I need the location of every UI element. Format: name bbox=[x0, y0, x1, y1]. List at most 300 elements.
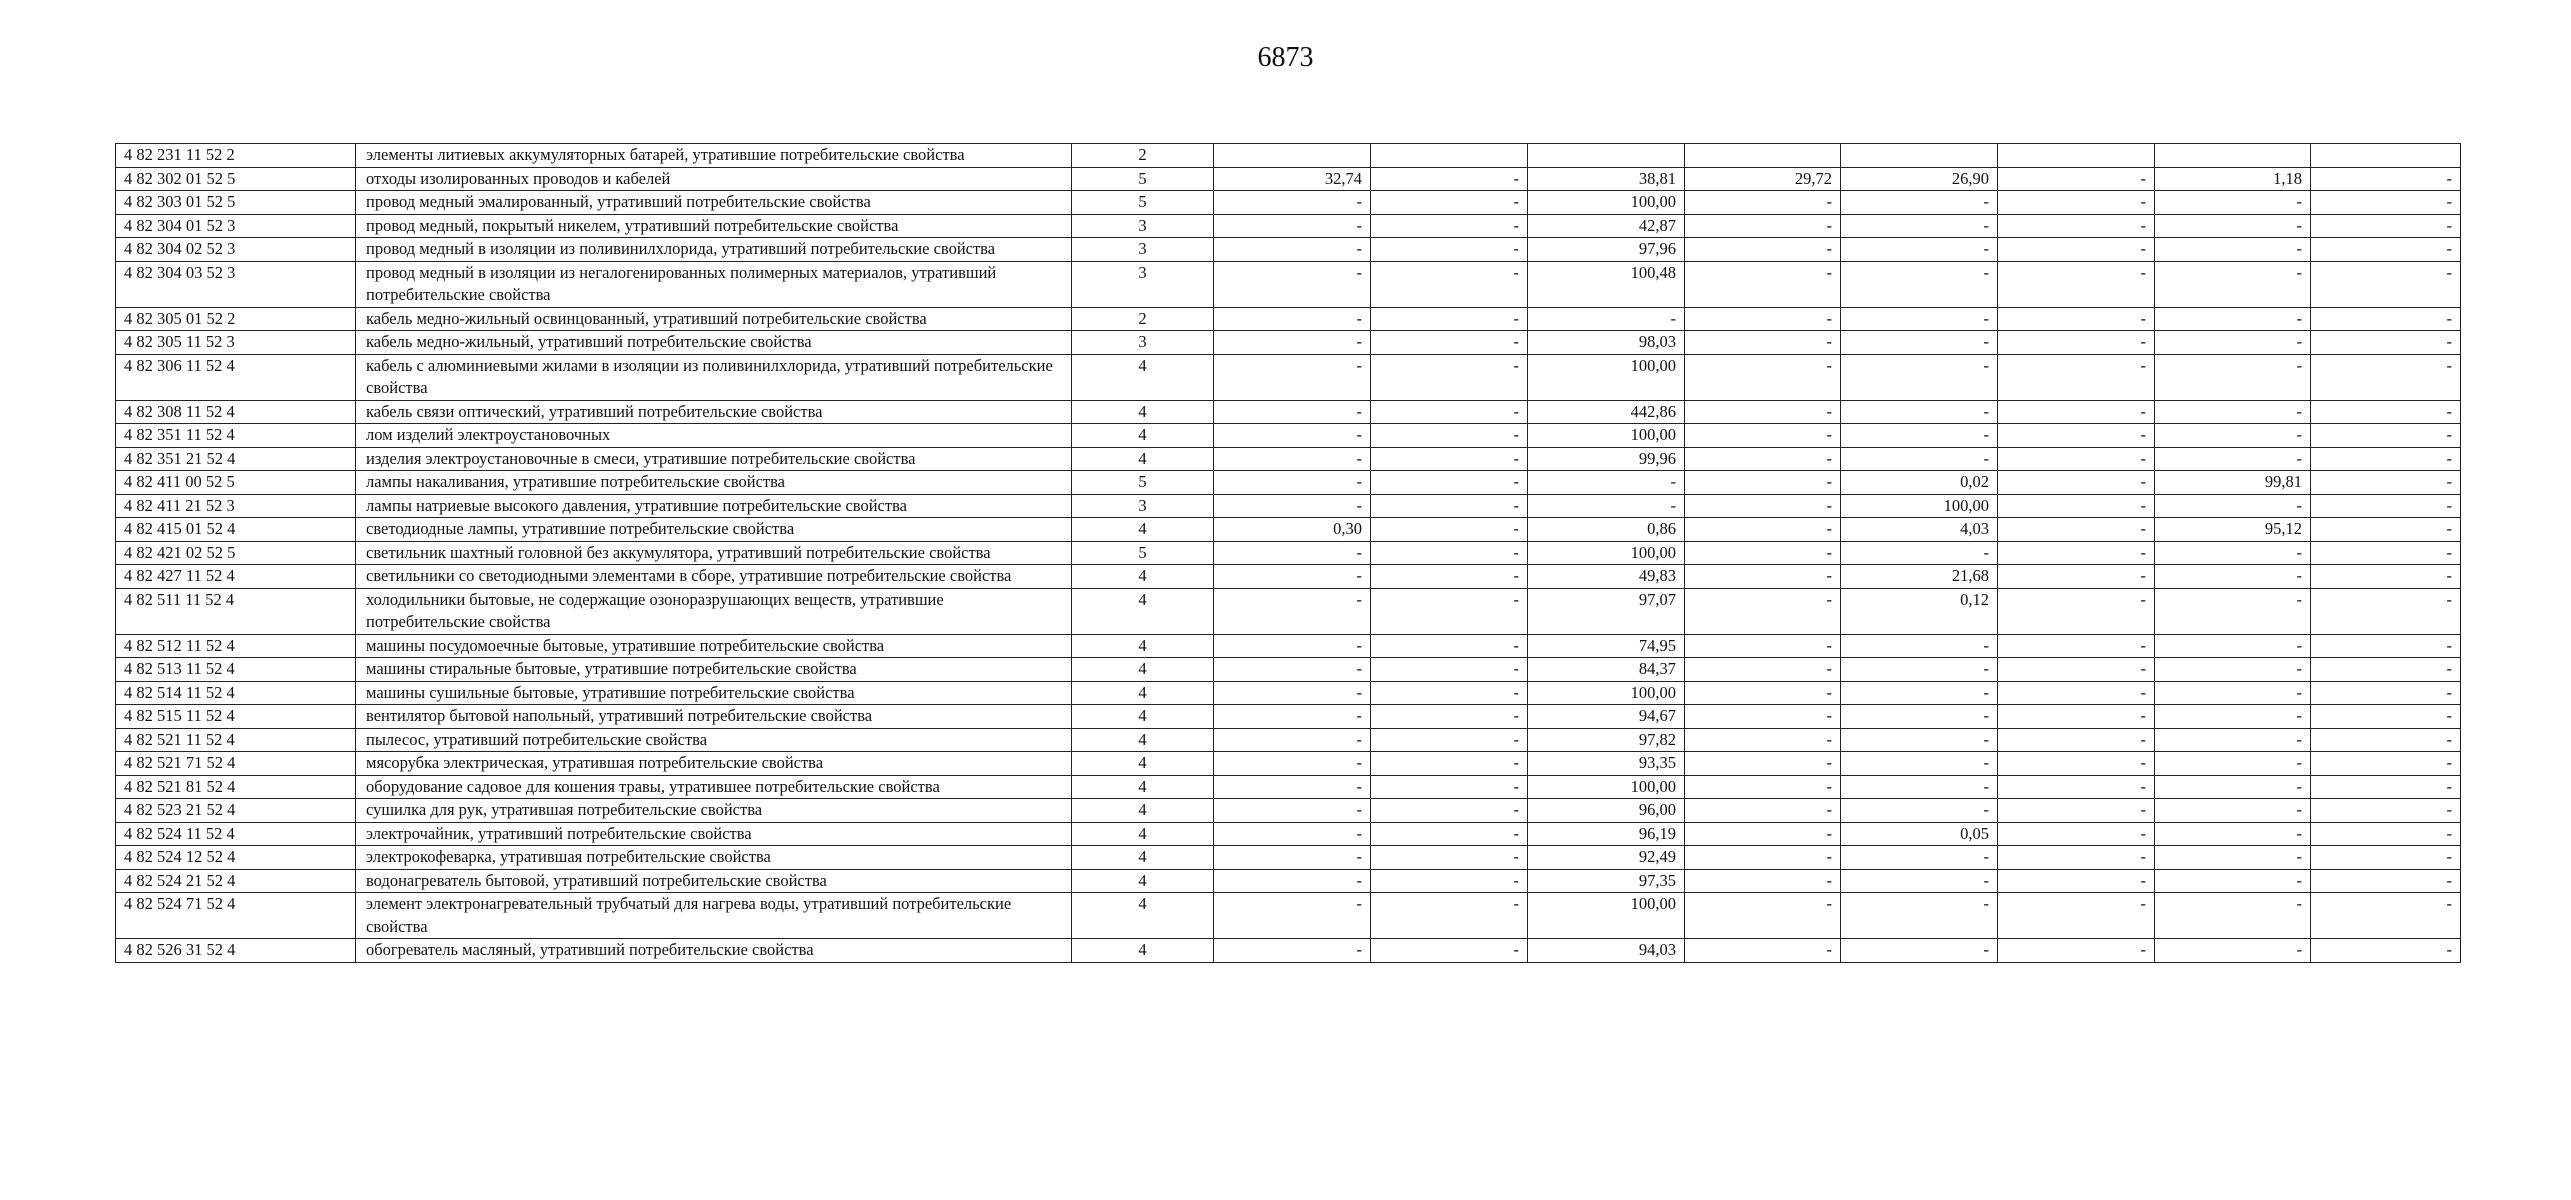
hazard-class-cell: 5 bbox=[1072, 191, 1214, 215]
component-value-cell: 96,19 bbox=[1528, 822, 1685, 846]
component-value-cell: - bbox=[2155, 400, 2311, 424]
waste-name-cell: электрокофеварка, утратившая потребительские свойства bbox=[356, 846, 1072, 870]
component-value-cell: - bbox=[1841, 728, 1998, 752]
component-value-cell: - bbox=[1998, 238, 2155, 262]
component-value-cell: - bbox=[1371, 541, 1528, 565]
component-value-cell: - bbox=[1998, 846, 2155, 870]
component-value-cell: - bbox=[1214, 191, 1371, 215]
component-value-cell: - bbox=[1214, 846, 1371, 870]
component-value-cell: - bbox=[1841, 307, 1998, 331]
component-value-cell: - bbox=[2311, 681, 2461, 705]
waste-name-cell: оборудование садовое для кошения травы, утратившее потребительские свойства bbox=[356, 775, 1072, 799]
component-value-cell: - bbox=[1371, 705, 1528, 729]
hazard-class-cell: 5 bbox=[1072, 167, 1214, 191]
component-value-cell: - bbox=[2311, 424, 2461, 448]
component-value-cell: - bbox=[2311, 705, 2461, 729]
component-value-cell: 0,86 bbox=[1528, 518, 1685, 542]
waste-name-cell: кабель связи оптический, утративший потребительские свойства bbox=[356, 400, 1072, 424]
table-row bbox=[116, 400, 2461, 424]
component-value-cell: - bbox=[1998, 447, 2155, 471]
component-value-cell: 0,02 bbox=[1841, 471, 1998, 495]
hazard-class-cell: 4 bbox=[1072, 775, 1214, 799]
component-value-cell: - bbox=[1998, 541, 2155, 565]
hazard-class-cell: 4 bbox=[1072, 893, 1214, 939]
hazard-class-cell: 4 bbox=[1072, 518, 1214, 542]
component-value-cell: - bbox=[1841, 634, 1998, 658]
component-value-cell: - bbox=[1371, 354, 1528, 400]
component-value-cell: 93,35 bbox=[1528, 752, 1685, 776]
waste-code-cell: 4 82 304 01 52 3 bbox=[116, 214, 356, 238]
hazard-class-cell: 3 bbox=[1072, 238, 1214, 262]
component-value-cell: 0,05 bbox=[1841, 822, 1998, 846]
hazard-class-cell: 3 bbox=[1072, 214, 1214, 238]
component-value-cell: 38,81 bbox=[1528, 167, 1685, 191]
component-value-cell bbox=[2311, 144, 2461, 168]
table-row bbox=[116, 799, 2461, 823]
component-value-cell: - bbox=[2311, 447, 2461, 471]
component-value-cell: - bbox=[1685, 822, 1841, 846]
component-value-cell: - bbox=[2311, 775, 2461, 799]
component-value-cell: - bbox=[1214, 541, 1371, 565]
component-value-cell: - bbox=[1371, 799, 1528, 823]
component-value-cell: - bbox=[2311, 752, 2461, 776]
component-value-cell: - bbox=[1371, 331, 1528, 355]
component-value-cell: - bbox=[1685, 238, 1841, 262]
component-value-cell: - bbox=[1371, 869, 1528, 893]
component-value-cell: - bbox=[2311, 634, 2461, 658]
component-value-cell: - bbox=[2155, 799, 2311, 823]
component-value-cell: 29,72 bbox=[1685, 167, 1841, 191]
table-row bbox=[116, 238, 2461, 262]
waste-name-cell: вентилятор бытовой напольный, утративший потребительские свойства bbox=[356, 705, 1072, 729]
table-body bbox=[116, 144, 2461, 963]
waste-name-cell: электрочайник, утративший потребительские свойства bbox=[356, 822, 1072, 846]
component-value-cell: - bbox=[2311, 822, 2461, 846]
hazard-class-cell: 4 bbox=[1072, 400, 1214, 424]
hazard-class-cell: 4 bbox=[1072, 799, 1214, 823]
component-value-cell: 0,12 bbox=[1841, 588, 1998, 634]
waste-code-cell: 4 82 231 11 52 2 bbox=[116, 144, 356, 168]
waste-name-cell: машины посудомоечные бытовые, утратившие потребительские свойства bbox=[356, 634, 1072, 658]
component-value-cell: - bbox=[1998, 939, 2155, 963]
component-value-cell: - bbox=[1841, 869, 1998, 893]
component-value-cell: - bbox=[1841, 799, 1998, 823]
component-value-cell: - bbox=[1214, 471, 1371, 495]
table-row bbox=[116, 588, 2461, 634]
component-value-cell: 100,00 bbox=[1528, 893, 1685, 939]
waste-name-cell: кабель медно-жильный, утративший потребительские свойства bbox=[356, 331, 1072, 355]
waste-name-cell: лампы накаливания, утратившие потребительские свойства bbox=[356, 471, 1072, 495]
component-value-cell: 100,00 bbox=[1528, 541, 1685, 565]
component-value-cell: - bbox=[2155, 752, 2311, 776]
component-value-cell: - bbox=[2155, 307, 2311, 331]
component-value-cell: 92,49 bbox=[1528, 846, 1685, 870]
waste-name-cell: кабель медно-жильный освинцованный, утративший потребительские свойства bbox=[356, 307, 1072, 331]
component-value-cell: - bbox=[1214, 214, 1371, 238]
table-row bbox=[116, 471, 2461, 495]
hazard-class-cell: 3 bbox=[1072, 494, 1214, 518]
component-value-cell: - bbox=[2311, 471, 2461, 495]
component-value-cell: - bbox=[2311, 167, 2461, 191]
table-row bbox=[116, 331, 2461, 355]
component-value-cell: - bbox=[1371, 471, 1528, 495]
component-value-cell: - bbox=[2311, 354, 2461, 400]
component-value-cell: - bbox=[1685, 214, 1841, 238]
component-value-cell: - bbox=[2155, 681, 2311, 705]
component-value-cell: - bbox=[1685, 681, 1841, 705]
component-value-cell: 94,67 bbox=[1528, 705, 1685, 729]
component-value-cell: - bbox=[2155, 191, 2311, 215]
component-value-cell: - bbox=[1214, 681, 1371, 705]
component-value-cell: - bbox=[2311, 238, 2461, 262]
component-value-cell: - bbox=[1371, 658, 1528, 682]
component-value-cell: - bbox=[1841, 400, 1998, 424]
component-value-cell: - bbox=[1214, 775, 1371, 799]
waste-name-cell: пылесос, утративший потребительские свойства bbox=[356, 728, 1072, 752]
waste-code-cell: 4 82 305 11 52 3 bbox=[116, 331, 356, 355]
component-value-cell: - bbox=[1685, 471, 1841, 495]
component-value-cell: - bbox=[1685, 869, 1841, 893]
component-value-cell: - bbox=[1841, 752, 1998, 776]
component-value-cell: 97,07 bbox=[1528, 588, 1685, 634]
component-value-cell: - bbox=[1371, 191, 1528, 215]
table-row bbox=[116, 144, 2461, 168]
component-value-cell: - bbox=[1371, 893, 1528, 939]
component-value-cell: - bbox=[2311, 307, 2461, 331]
waste-code-cell: 4 82 306 11 52 4 bbox=[116, 354, 356, 400]
component-value-cell: - bbox=[1685, 565, 1841, 589]
component-value-cell: - bbox=[1998, 565, 2155, 589]
component-value-cell: - bbox=[1685, 775, 1841, 799]
component-value-cell: - bbox=[1998, 494, 2155, 518]
component-value-cell: 100,00 bbox=[1528, 191, 1685, 215]
hazard-class-cell: 4 bbox=[1072, 822, 1214, 846]
component-value-cell: - bbox=[1371, 728, 1528, 752]
component-value-cell: 100,00 bbox=[1528, 681, 1685, 705]
component-value-cell: - bbox=[1998, 424, 2155, 448]
component-value-cell: - bbox=[1685, 424, 1841, 448]
waste-name-cell: элементы литиевых аккумуляторных батарей, утратившие потребительские свойства bbox=[356, 144, 1072, 168]
component-value-cell: - bbox=[1214, 400, 1371, 424]
component-value-cell: - bbox=[1214, 752, 1371, 776]
component-value-cell: 97,96 bbox=[1528, 238, 1685, 262]
component-value-cell: - bbox=[1371, 634, 1528, 658]
component-value-cell: - bbox=[1371, 307, 1528, 331]
component-value-cell: - bbox=[1214, 238, 1371, 262]
component-value-cell: - bbox=[1371, 261, 1528, 307]
component-value-cell: - bbox=[1371, 822, 1528, 846]
component-value-cell: - bbox=[2155, 424, 2311, 448]
page-number: 6873 bbox=[1257, 42, 1314, 73]
waste-name-cell: лампы натриевые высокого давления, утратившие потребительские свойства bbox=[356, 494, 1072, 518]
table-row bbox=[116, 261, 2461, 307]
component-value-cell: - bbox=[2155, 331, 2311, 355]
component-value-cell: - bbox=[2155, 822, 2311, 846]
table-row bbox=[116, 939, 2461, 963]
component-value-cell: - bbox=[1998, 728, 2155, 752]
component-value-cell: - bbox=[1998, 214, 2155, 238]
component-value-cell: - bbox=[2155, 447, 2311, 471]
component-value-cell bbox=[1998, 144, 2155, 168]
waste-name-cell: светодиодные лампы, утратившие потребительские свойства bbox=[356, 518, 1072, 542]
component-value-cell: - bbox=[1841, 541, 1998, 565]
component-value-cell: - bbox=[1214, 822, 1371, 846]
component-value-cell: - bbox=[1371, 167, 1528, 191]
component-value-cell: - bbox=[1998, 681, 2155, 705]
component-value-cell: - bbox=[1998, 634, 2155, 658]
waste-name-cell: изделия электроустановочные в смеси, утратившие потребительские свойства bbox=[356, 447, 1072, 471]
component-value-cell: - bbox=[1371, 588, 1528, 634]
component-value-cell: - bbox=[1685, 518, 1841, 542]
waste-name-cell: элемент электронагревательный трубчатый для нагрева воды, утративший потребительские свойства bbox=[356, 893, 1072, 939]
component-value-cell: - bbox=[2155, 775, 2311, 799]
component-value-cell: - bbox=[1841, 238, 1998, 262]
component-value-cell: - bbox=[2155, 939, 2311, 963]
component-value-cell bbox=[1528, 144, 1685, 168]
component-value-cell: - bbox=[2311, 400, 2461, 424]
component-value-cell: 84,37 bbox=[1528, 658, 1685, 682]
component-value-cell: - bbox=[2311, 518, 2461, 542]
waste-code-cell: 4 82 415 01 52 4 bbox=[116, 518, 356, 542]
waste-name-cell: отходы изолированных проводов и кабелей bbox=[356, 167, 1072, 191]
component-value-cell: - bbox=[1214, 331, 1371, 355]
component-value-cell: 1,18 bbox=[2155, 167, 2311, 191]
component-value-cell: - bbox=[1998, 400, 2155, 424]
component-value-cell: - bbox=[2155, 893, 2311, 939]
component-value-cell bbox=[1371, 144, 1528, 168]
hazard-class-cell: 2 bbox=[1072, 144, 1214, 168]
component-value-cell: - bbox=[1371, 518, 1528, 542]
component-value-cell: - bbox=[1685, 846, 1841, 870]
waste-name-cell: сушилка для рук, утратившая потребительские свойства bbox=[356, 799, 1072, 823]
hazard-class-cell: 4 bbox=[1072, 681, 1214, 705]
component-value-cell: - bbox=[1841, 705, 1998, 729]
waste-code-cell: 4 82 304 02 52 3 bbox=[116, 238, 356, 262]
component-value-cell: - bbox=[1214, 307, 1371, 331]
waste-code-cell: 4 82 514 11 52 4 bbox=[116, 681, 356, 705]
component-value-cell: - bbox=[2155, 658, 2311, 682]
component-value-cell: - bbox=[1841, 681, 1998, 705]
table-row bbox=[116, 447, 2461, 471]
component-value-cell: 97,82 bbox=[1528, 728, 1685, 752]
waste-code-cell: 4 82 513 11 52 4 bbox=[116, 658, 356, 682]
table-row bbox=[116, 775, 2461, 799]
component-value-cell: - bbox=[2311, 191, 2461, 215]
component-value-cell: - bbox=[1214, 939, 1371, 963]
component-value-cell: - bbox=[1998, 588, 2155, 634]
component-value-cell: - bbox=[1214, 588, 1371, 634]
hazard-class-cell: 4 bbox=[1072, 939, 1214, 963]
waste-composition-table bbox=[115, 143, 2461, 963]
component-value-cell: - bbox=[1214, 424, 1371, 448]
component-value-cell: - bbox=[1528, 494, 1685, 518]
hazard-class-cell: 3 bbox=[1072, 331, 1214, 355]
hazard-class-cell: 4 bbox=[1072, 424, 1214, 448]
component-value-cell: - bbox=[1841, 331, 1998, 355]
component-value-cell: - bbox=[2311, 893, 2461, 939]
component-value-cell: - bbox=[2311, 939, 2461, 963]
component-value-cell: - bbox=[1685, 705, 1841, 729]
table-row bbox=[116, 658, 2461, 682]
component-value-cell bbox=[1685, 144, 1841, 168]
component-value-cell: - bbox=[1685, 728, 1841, 752]
component-value-cell: - bbox=[1371, 494, 1528, 518]
component-value-cell: 96,00 bbox=[1528, 799, 1685, 823]
component-value-cell: - bbox=[1998, 658, 2155, 682]
component-value-cell: - bbox=[1214, 728, 1371, 752]
component-value-cell: - bbox=[1841, 214, 1998, 238]
waste-code-cell: 4 82 308 11 52 4 bbox=[116, 400, 356, 424]
component-value-cell: - bbox=[1998, 471, 2155, 495]
component-value-cell: - bbox=[2311, 541, 2461, 565]
component-value-cell: - bbox=[2311, 261, 2461, 307]
component-value-cell: 100,00 bbox=[1528, 354, 1685, 400]
table-row bbox=[116, 565, 2461, 589]
component-value-cell: - bbox=[2155, 261, 2311, 307]
hazard-class-cell: 4 bbox=[1072, 752, 1214, 776]
component-value-cell: - bbox=[1685, 331, 1841, 355]
component-value-cell: - bbox=[1841, 261, 1998, 307]
component-value-cell: - bbox=[1685, 799, 1841, 823]
component-value-cell: 100,00 bbox=[1528, 775, 1685, 799]
component-value-cell: - bbox=[1998, 307, 2155, 331]
table-row bbox=[116, 752, 2461, 776]
component-value-cell: - bbox=[1685, 307, 1841, 331]
component-value-cell: - bbox=[2155, 705, 2311, 729]
component-value-cell: - bbox=[1685, 261, 1841, 307]
component-value-cell: - bbox=[1214, 494, 1371, 518]
component-value-cell: - bbox=[1998, 752, 2155, 776]
waste-name-cell: светильники со светодиодными элементами в сборе, утратившие потребительские свойства bbox=[356, 565, 1072, 589]
table-row bbox=[116, 518, 2461, 542]
component-value-cell: - bbox=[1685, 588, 1841, 634]
waste-code-cell: 4 82 515 11 52 4 bbox=[116, 705, 356, 729]
component-value-cell: - bbox=[1685, 191, 1841, 215]
waste-code-cell: 4 82 526 31 52 4 bbox=[116, 939, 356, 963]
waste-name-cell: машины сушильные бытовые, утратившие потребительские свойства bbox=[356, 681, 1072, 705]
waste-code-cell: 4 82 304 03 52 3 bbox=[116, 261, 356, 307]
waste-code-cell: 4 82 524 21 52 4 bbox=[116, 869, 356, 893]
component-value-cell: 4,03 bbox=[1841, 518, 1998, 542]
component-value-cell: - bbox=[1998, 822, 2155, 846]
component-value-cell: - bbox=[1685, 494, 1841, 518]
waste-code-cell: 4 82 521 11 52 4 bbox=[116, 728, 356, 752]
waste-code-cell: 4 82 512 11 52 4 bbox=[116, 634, 356, 658]
waste-code-cell: 4 82 351 11 52 4 bbox=[116, 424, 356, 448]
component-value-cell: - bbox=[1214, 799, 1371, 823]
component-value-cell: 97,35 bbox=[1528, 869, 1685, 893]
component-value-cell: - bbox=[1998, 191, 2155, 215]
component-value-cell: - bbox=[2311, 869, 2461, 893]
component-value-cell: - bbox=[1841, 893, 1998, 939]
table-row bbox=[116, 214, 2461, 238]
waste-name-cell: мясорубка электрическая, утратившая потребительские свойства bbox=[356, 752, 1072, 776]
component-value-cell: 49,83 bbox=[1528, 565, 1685, 589]
waste-name-cell: водонагреватель бытовой, утративший потребительские свойства bbox=[356, 869, 1072, 893]
waste-code-cell: 4 82 351 21 52 4 bbox=[116, 447, 356, 471]
component-value-cell: - bbox=[1371, 424, 1528, 448]
component-value-cell: - bbox=[1998, 518, 2155, 542]
component-value-cell: - bbox=[1214, 261, 1371, 307]
component-value-cell bbox=[2155, 144, 2311, 168]
waste-name-cell: провод медный в изоляции из негалогенированных полимерных материалов, утративший потребительские свойства bbox=[356, 261, 1072, 307]
component-value-cell: - bbox=[2155, 846, 2311, 870]
hazard-class-cell: 2 bbox=[1072, 307, 1214, 331]
component-value-cell: - bbox=[2311, 214, 2461, 238]
component-value-cell: - bbox=[2155, 494, 2311, 518]
component-value-cell: - bbox=[1685, 447, 1841, 471]
component-value-cell: - bbox=[1998, 331, 2155, 355]
component-value-cell: - bbox=[1214, 705, 1371, 729]
component-value-cell: - bbox=[1214, 869, 1371, 893]
waste-code-cell: 4 82 521 71 52 4 bbox=[116, 752, 356, 776]
hazard-class-cell: 5 bbox=[1072, 471, 1214, 495]
component-value-cell: - bbox=[1371, 565, 1528, 589]
waste-code-cell: 4 82 411 21 52 3 bbox=[116, 494, 356, 518]
component-value-cell: - bbox=[1685, 541, 1841, 565]
table-row bbox=[116, 634, 2461, 658]
component-value-cell: 32,74 bbox=[1214, 167, 1371, 191]
waste-code-cell: 4 82 302 01 52 5 bbox=[116, 167, 356, 191]
table-row bbox=[116, 354, 2461, 400]
component-value-cell: - bbox=[2155, 565, 2311, 589]
component-value-cell: - bbox=[2311, 494, 2461, 518]
waste-code-cell: 4 82 524 71 52 4 bbox=[116, 893, 356, 939]
component-value-cell: - bbox=[1841, 939, 1998, 963]
component-value-cell: 442,86 bbox=[1528, 400, 1685, 424]
component-value-cell: - bbox=[1214, 658, 1371, 682]
hazard-class-cell: 5 bbox=[1072, 541, 1214, 565]
component-value-cell: - bbox=[1841, 191, 1998, 215]
component-value-cell: - bbox=[1528, 471, 1685, 495]
component-value-cell: 98,03 bbox=[1528, 331, 1685, 355]
hazard-class-cell: 4 bbox=[1072, 728, 1214, 752]
table-row bbox=[116, 191, 2461, 215]
component-value-cell: - bbox=[1841, 846, 1998, 870]
table-row bbox=[116, 893, 2461, 939]
waste-name-cell: кабель с алюминиевыми жилами в изоляции из поливинилхлорида, утративший потребительские свойства bbox=[356, 354, 1072, 400]
hazard-class-cell: 4 bbox=[1072, 705, 1214, 729]
hazard-class-cell: 4 bbox=[1072, 658, 1214, 682]
waste-name-cell: светильник шахтный головной без аккумулятора, утративший потребительские свойства bbox=[356, 541, 1072, 565]
component-value-cell: - bbox=[2155, 634, 2311, 658]
component-value-cell: - bbox=[1998, 354, 2155, 400]
waste-name-cell: лом изделий электроустановочных bbox=[356, 424, 1072, 448]
table-row bbox=[116, 846, 2461, 870]
waste-code-cell: 4 82 524 11 52 4 bbox=[116, 822, 356, 846]
component-value-cell: 99,96 bbox=[1528, 447, 1685, 471]
component-value-cell: - bbox=[1371, 939, 1528, 963]
component-value-cell: - bbox=[1371, 752, 1528, 776]
component-value-cell: - bbox=[2155, 541, 2311, 565]
component-value-cell: - bbox=[1998, 261, 2155, 307]
component-value-cell: - bbox=[1214, 354, 1371, 400]
component-value-cell: - bbox=[2311, 565, 2461, 589]
table-row bbox=[116, 494, 2461, 518]
component-value-cell: - bbox=[2311, 799, 2461, 823]
component-value-cell: - bbox=[1371, 238, 1528, 262]
waste-name-cell: машины стиральные бытовые, утратившие потребительские свойства bbox=[356, 658, 1072, 682]
component-value-cell: - bbox=[1685, 939, 1841, 963]
waste-name-cell: обогреватель масляный, утративший потребительские свойства bbox=[356, 939, 1072, 963]
table-row bbox=[116, 167, 2461, 191]
component-value-cell: 42,87 bbox=[1528, 214, 1685, 238]
waste-name-cell: провод медный эмалированный, утративший потребительские свойства bbox=[356, 191, 1072, 215]
waste-code-cell: 4 82 305 01 52 2 bbox=[116, 307, 356, 331]
hazard-class-cell: 4 bbox=[1072, 354, 1214, 400]
component-value-cell: - bbox=[1685, 400, 1841, 424]
component-value-cell: - bbox=[1841, 424, 1998, 448]
